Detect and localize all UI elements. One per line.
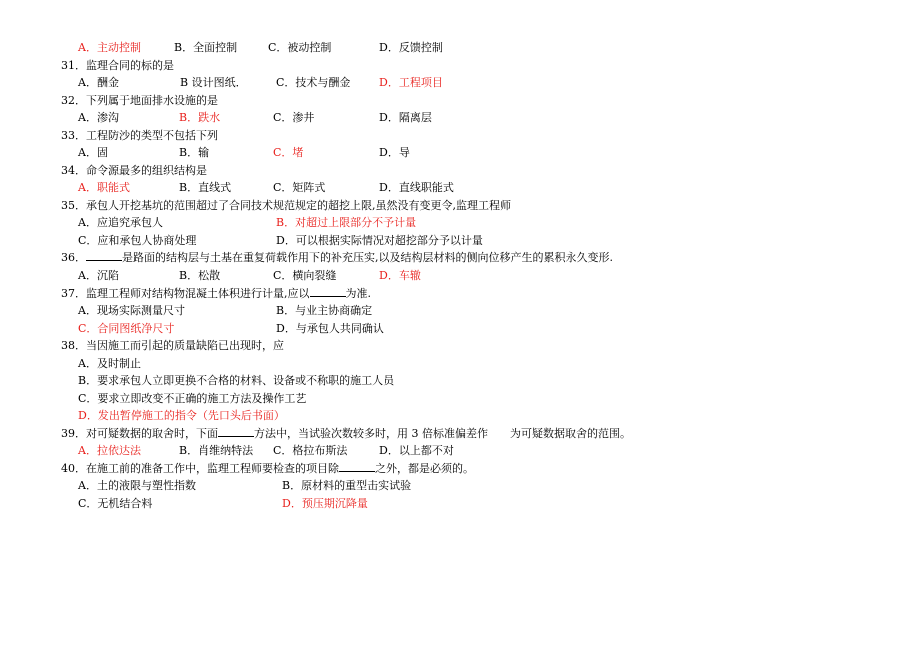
question-31: 31．监理合同的标的是	[61, 59, 174, 72]
question-39	[61, 425, 631, 442]
question-text-start: 39．对可疑数据的取舍时，下面	[61, 427, 218, 440]
option-b-answer: B．跌水	[179, 111, 221, 124]
option-c-answer: C．合同图纸净尺寸	[78, 322, 175, 335]
question-text-start: 36．	[61, 251, 86, 264]
option-d: D．隔离层	[379, 111, 432, 124]
question-text-end: 之外，都是必须的。	[375, 462, 474, 475]
option-b: B．直线式	[179, 181, 232, 194]
question-text-start: 40．在施工前的准备工作中，监理工程师要检查的项目除	[61, 462, 339, 475]
question-34: 34．命令源最多的组织结构是	[61, 164, 207, 177]
option-c: C．矩阵式	[273, 181, 326, 194]
question-37	[61, 285, 371, 302]
option-b: B．松散	[179, 269, 221, 282]
question-text-end: 为准.	[345, 287, 371, 300]
question-36	[61, 249, 613, 266]
option-b: B．原材料的重型击实试验	[282, 479, 412, 492]
option-d: D．直线职能式	[379, 181, 454, 194]
fill-blank	[86, 250, 122, 261]
option-a: A．沉陷	[78, 269, 119, 282]
question-text-end: 是路面的结构层与土基在重复荷载作用下的补充压实,以及结构层材料的侧向位移产生的累积永久变形.	[122, 251, 613, 264]
option-c: C．应和承包人协商处理	[78, 234, 197, 247]
option-a: A．土的液限与塑性指数	[78, 479, 196, 492]
question-35: 35．承包人开挖基坑的范围超过了合同技术规范规定的超挖上限,虽然没有变更令,监理工程师	[61, 199, 511, 212]
question-text-end: 方法中，当试验次数较多时，用 3 倍标准偏差作 为可疑数据取舍的范围。	[254, 427, 631, 440]
option-d: D．反馈控制	[379, 41, 443, 54]
option-d-answer: D．预压期沉降量	[282, 497, 368, 510]
option-c: C．渗井	[273, 111, 315, 124]
option-c-answer: C．堵	[273, 146, 304, 159]
option-a: A．固	[78, 146, 108, 159]
option-c: C．要求立即改变不正确的施工方法及操作工艺	[78, 392, 307, 405]
option-b: B．输	[179, 146, 210, 159]
option-a-answer: A．拉依达法	[78, 444, 141, 457]
fill-blank	[218, 426, 254, 437]
option-c: C．被动控制	[268, 41, 332, 54]
option-d: D．导	[379, 146, 410, 159]
option-b: B．肖维纳特法	[179, 444, 254, 457]
option-b-answer: B．对超过上限部分不予计量	[276, 216, 417, 229]
question-33: 33．工程防沙的类型不包括下列	[61, 129, 218, 142]
fill-blank	[339, 461, 375, 472]
question-text-start: 37．监理工程师对结构物混凝土体积进行计量,应以	[61, 287, 310, 300]
option-a: A．渗沟	[78, 111, 119, 124]
option-d-answer: D．车辙	[379, 269, 421, 282]
question-40	[61, 460, 474, 477]
question-38: 38．当因施工而引起的质量缺陷已出现时，应	[61, 339, 284, 352]
option-a: A．应追究承包人	[78, 216, 163, 229]
option-d: D．以上都不对	[379, 444, 454, 457]
option-b: B．与业主协商确定	[276, 304, 373, 317]
fill-blank	[310, 286, 346, 297]
option-b: B 设计图纸．	[180, 76, 247, 89]
option-c: C．格拉布斯法	[273, 444, 348, 457]
option-d: D．可以根据实际情况对超挖部分予以计量	[276, 234, 483, 247]
option-c: C．横向裂缝	[273, 269, 337, 282]
option-b: B．要求承包人立即更换不合格的材料、设备或不称职的施工人员	[78, 374, 395, 387]
option-d-answer: D．工程项目	[379, 76, 443, 89]
option-d-answer: D．发出暂停施工的指令（先口头后书面）	[78, 409, 285, 422]
option-a: A．酬金	[78, 76, 119, 89]
option-c: C．无机结合料	[78, 497, 153, 510]
option-b: B．全面控制	[174, 41, 238, 54]
option-a-answer: A．职能式	[78, 181, 130, 194]
option-c: C．技术与酬金	[276, 76, 351, 89]
option-a: A．现场实际测量尺寸	[78, 304, 185, 317]
option-a-answer: A．主动控制	[78, 41, 141, 54]
option-a: A．及时制止	[78, 357, 141, 370]
option-d: D．与承包人共同确认	[276, 322, 384, 335]
question-32: 32．下列属于地面排水设施的是	[61, 94, 218, 107]
